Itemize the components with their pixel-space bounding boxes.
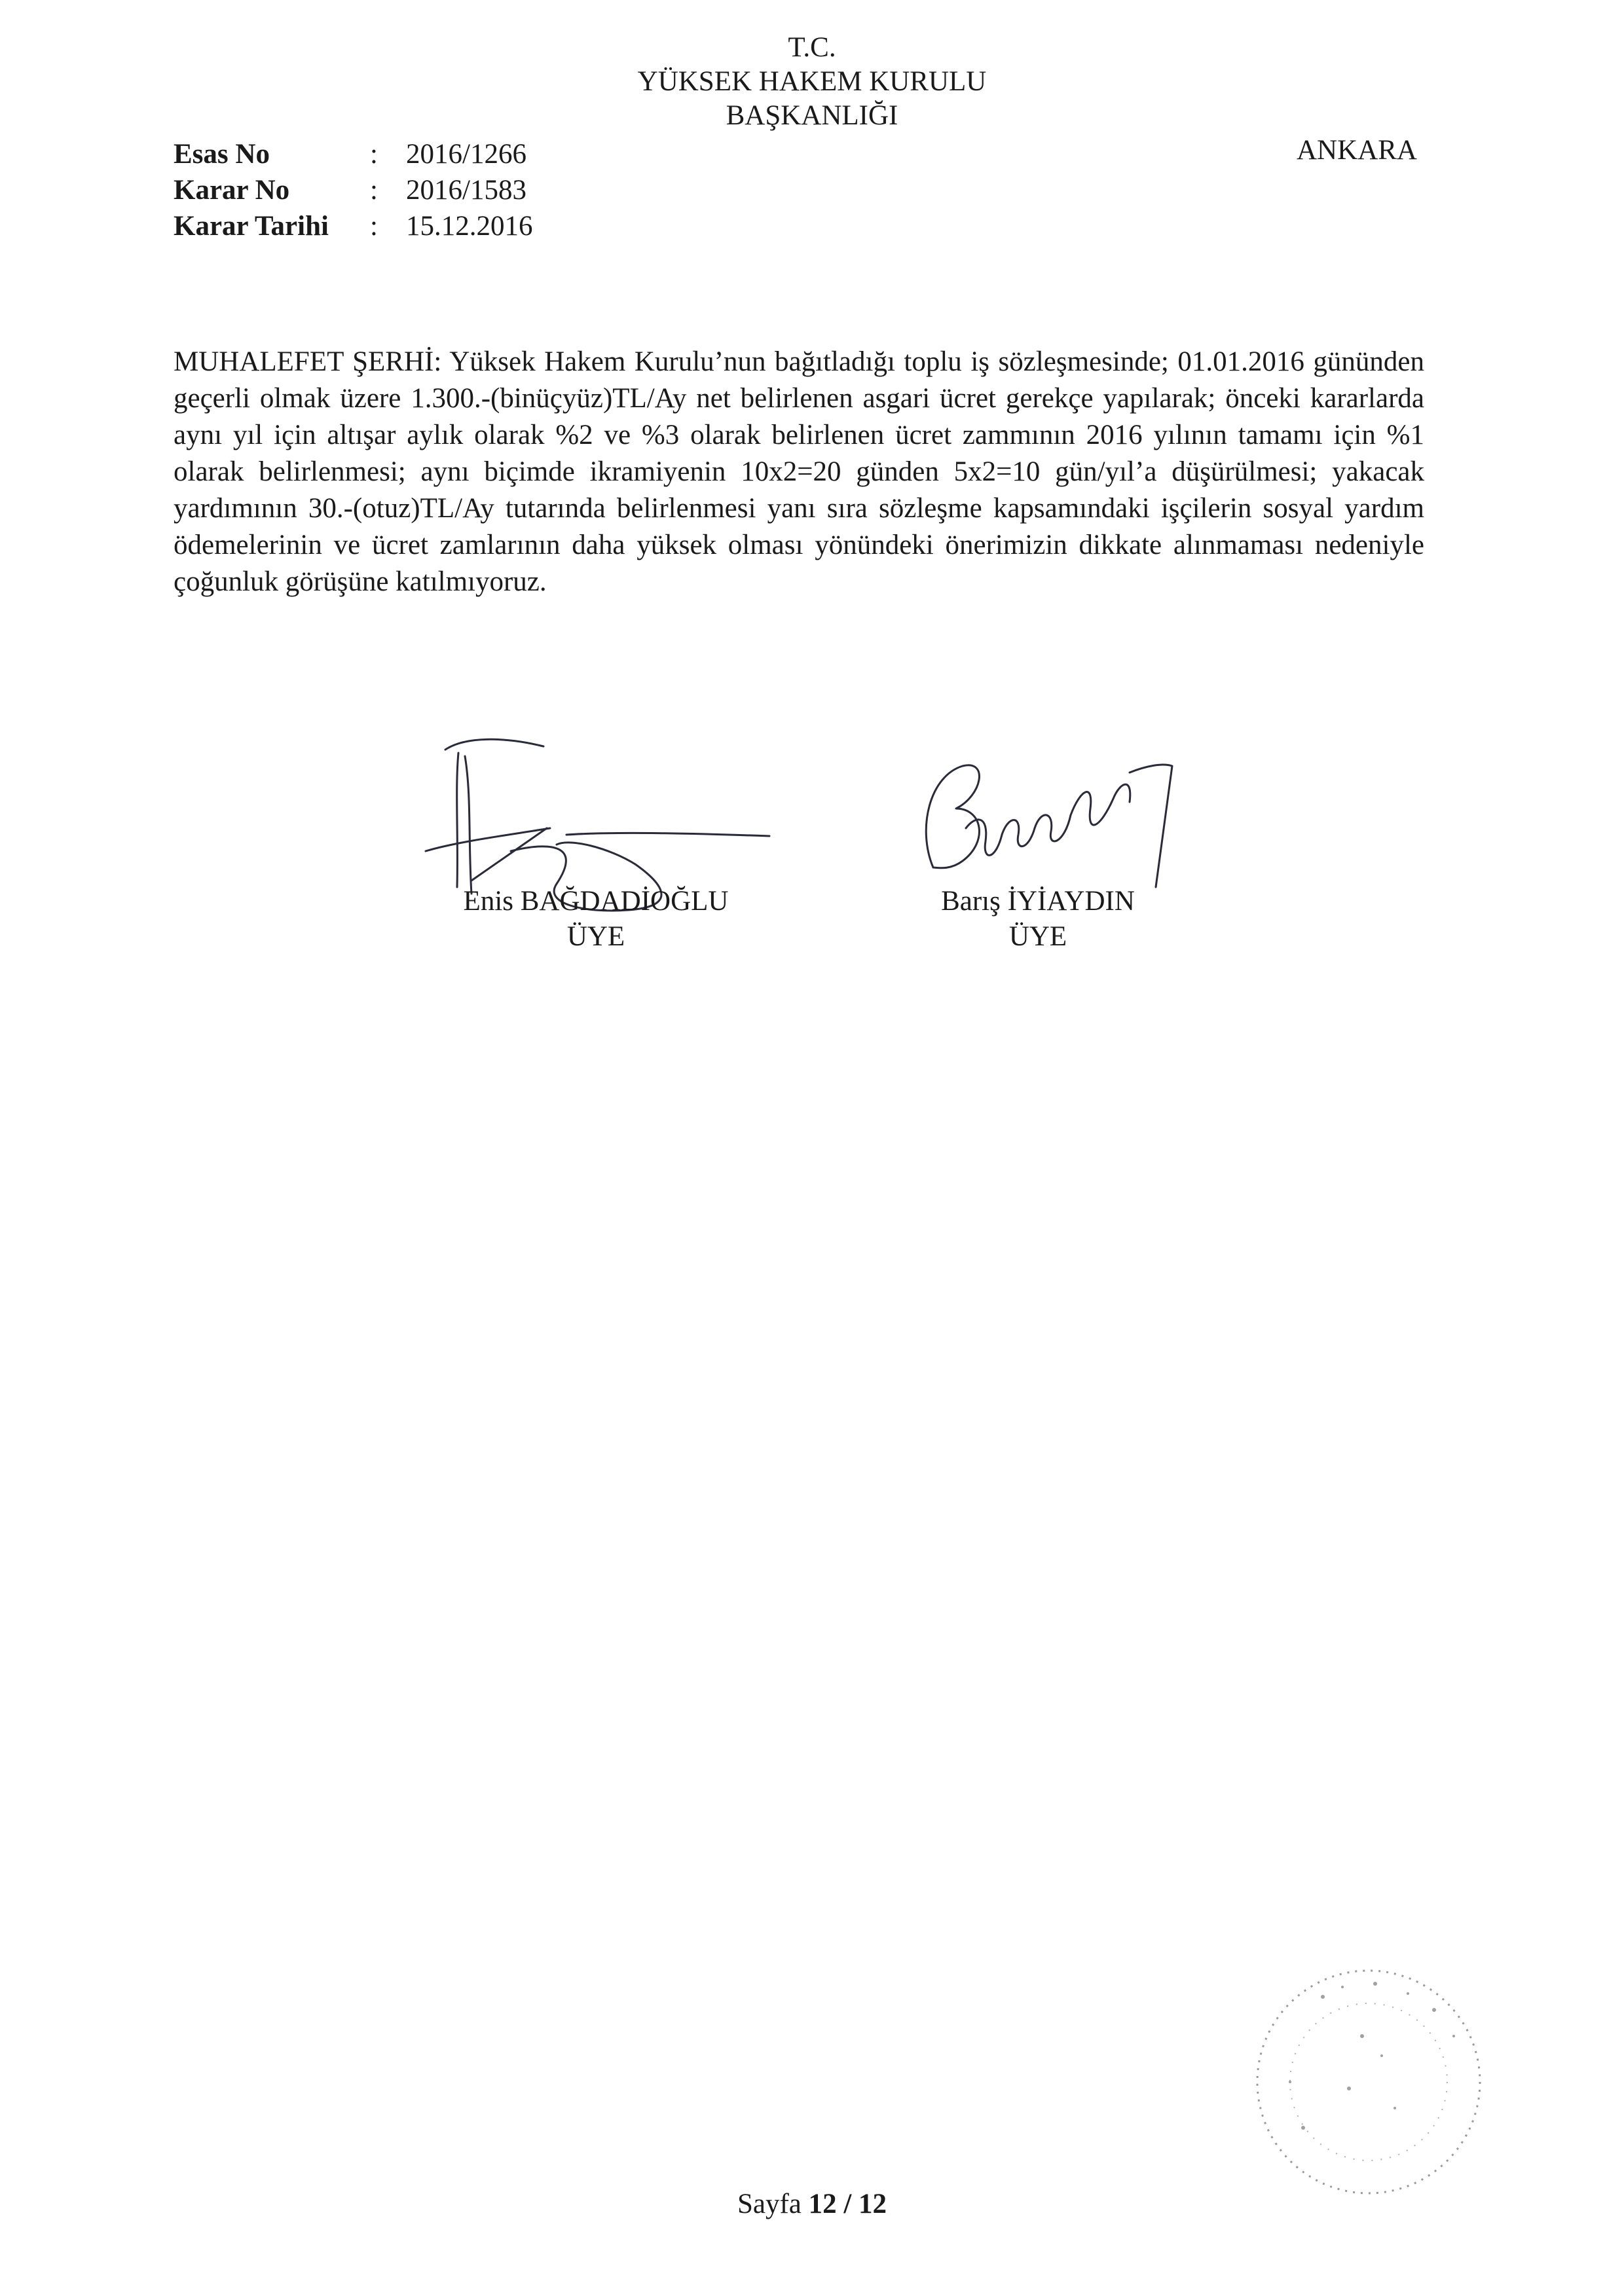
- signatory-role: ÜYE: [566, 921, 625, 952]
- meta-row-karar-tarihi: [174, 208, 668, 244]
- page-footer: [0, 2188, 1624, 2221]
- signatory-right: [891, 884, 1185, 955]
- header-department: BAŞKANLIĞI: [726, 100, 898, 131]
- dissent-text: MUHALEFET ŞERHİ: Yüksek Hakem Kurulu’nun bağıtladığı toplu iş sözleşmesinde; 01.01.2016 gününden geçerli olmak üzere 1.300.-(binüçyüz)TL/Ay net belirlenen asgari ücret gerekçe yapılarak; önceki kararlarda aynı yıl için altışar aylık olarak %2 ve %3 olarak belirlenen ücret zammının 2016 yılının tamamı için %1 olarak belirlenmesi; aynı biçimde ikramiyenin 10x2=20 günden 5x2=10 gün/yıl’a düşürülmesi; yakacak yardımının 30.-(otuz)TL/Ay tutarında belirlenmesi yanı sıra sözleşme kapsamındaki işçilerin sosyal yardım ödemelerinin ve ücret zamlarının daha yüksek olması yönündeki önerimizin dikkate alınmaması nedeniyle çoğunluk görüşüne katılmıyoruz.: [174, 346, 1424, 597]
- meta-separator: :: [370, 139, 378, 170]
- meta-value: 2016/1583: [406, 175, 526, 206]
- meta-label: Esas No: [174, 139, 270, 170]
- header-tc: T.C.: [788, 32, 836, 63]
- city-label: ANKARA: [1297, 135, 1417, 166]
- meta-row-esas: [174, 136, 668, 172]
- signature-right-graphic: [904, 737, 1179, 907]
- signatory-name: Barış İYİAYDIN: [941, 886, 1135, 917]
- meta-label: Karar Tarihi: [174, 211, 329, 242]
- case-metadata: [174, 136, 668, 244]
- page-number: 12 / 12: [808, 2189, 887, 2219]
- meta-label: Karar No: [174, 175, 290, 206]
- signatory-name: Enis BAĞDADİOĞLU: [463, 886, 729, 917]
- signatory-role: ÜYE: [1008, 921, 1067, 952]
- signatory-left: [393, 884, 799, 955]
- meta-separator: :: [370, 175, 378, 206]
- header-organization: YÜKSEK HAKEM KURULU: [637, 66, 987, 97]
- meta-row-karar-no: [174, 172, 668, 208]
- meta-value: 2016/1266: [406, 139, 526, 170]
- meta-separator: :: [370, 211, 378, 242]
- footer-prefix: Sayfa: [737, 2189, 802, 2219]
- meta-value: 15.12.2016: [406, 211, 533, 242]
- seal-stamp: [1244, 1958, 1493, 2206]
